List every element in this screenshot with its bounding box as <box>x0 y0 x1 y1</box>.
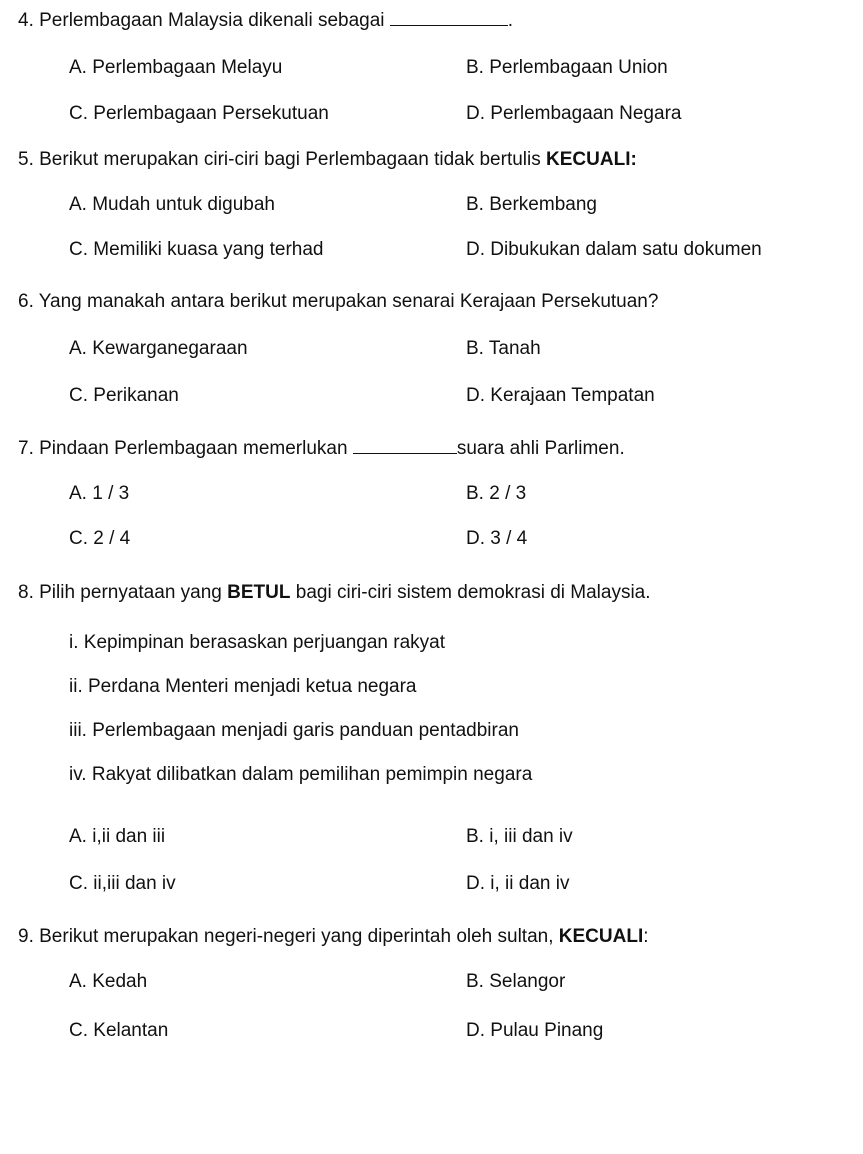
q7-option-c[interactable]: C. 2 / 4 <box>69 528 131 549</box>
q7-option-b[interactable]: B. 2 / 3 <box>466 483 527 504</box>
q4-option-a[interactable]: A. Perlembagaan Melayu <box>69 57 283 78</box>
question-9-suffix: : <box>643 926 649 947</box>
q6-option-d[interactable]: D. Kerajaan Tempatan <box>466 385 655 406</box>
q5-option-c[interactable]: C. Memiliki kuasa yang terhad <box>69 239 324 260</box>
question-9-text: 9. Berikut merupakan negeri-negeri yang diperintah oleh sultan, <box>18 926 554 947</box>
q9-option-c[interactable]: C. Kelantan <box>69 1020 169 1041</box>
q8-statement-iv: iv. Rakyat dilibatkan dalam pemilihan pemimpin negara <box>69 764 533 785</box>
q9-option-a[interactable]: A. Kedah <box>69 971 148 992</box>
question-9 <box>18 925 649 949</box>
q5-option-a[interactable]: A. Mudah untuk digubah <box>69 194 275 215</box>
q8-option-a[interactable]: A. i,ii dan iii <box>69 826 166 847</box>
q7-option-a[interactable]: A. 1 / 3 <box>69 483 130 504</box>
q8-statement-ii: ii. Perdana Menteri menjadi ketua negara <box>69 676 417 697</box>
question-9-emphasis: KECUALI <box>558 926 644 947</box>
question-8 <box>18 581 651 605</box>
question-6-text: 6. Yang manakah antara berikut merupakan senarai Kerajaan Persekutuan? <box>18 291 659 312</box>
q5-option-b[interactable]: B. Berkembang <box>466 194 597 215</box>
q6-option-b[interactable]: B. Tanah <box>466 338 541 359</box>
question-7 <box>18 437 625 461</box>
q9-option-b[interactable]: B. Selangor <box>466 971 566 992</box>
q8-statement-iii: iii. Perlembagaan menjadi garis panduan pentadbiran <box>69 720 519 741</box>
question-7-blank <box>353 437 457 454</box>
question-7-text: 7. Pindaan Perlembagaan memerlukan <box>18 438 348 459</box>
q4-option-b[interactable]: B. Perlembagaan Union <box>466 57 668 78</box>
q5-option-d[interactable]: D. Dibukukan dalam satu dokumen <box>466 239 762 260</box>
q8-option-d[interactable]: D. i, ii dan iv <box>466 873 570 894</box>
question-5-text: 5. Berikut merupakan ciri-ciri bagi Perlembagaan tidak bertulis <box>18 149 541 170</box>
question-8-text: 8. Pilih pernyataan yang <box>18 582 222 603</box>
q4-option-d[interactable]: D. Perlembagaan Negara <box>466 103 682 124</box>
question-7-suffix: suara ahli Parlimen. <box>456 438 625 459</box>
q6-option-a[interactable]: A. Kewarganegaraan <box>69 338 248 359</box>
q8-option-c[interactable]: C. ii,iii dan iv <box>69 873 176 894</box>
q4-option-c[interactable]: C. Perlembagaan Persekutuan <box>69 103 329 124</box>
question-4-blank <box>390 9 508 26</box>
question-5 <box>18 148 637 172</box>
question-4-text: 4. Perlembagaan Malaysia dikenali sebagai <box>18 10 385 31</box>
question-4 <box>18 9 513 33</box>
q8-option-b[interactable]: B. i, iii dan iv <box>466 826 573 847</box>
question-8-suffix: bagi ciri-ciri sistem demokrasi di Malaysia. <box>295 582 651 603</box>
q9-option-d[interactable]: D. Pulau Pinang <box>466 1020 604 1041</box>
q8-statement-i: i. Kepimpinan berasaskan perjuangan rakyat <box>69 632 446 653</box>
question-5-emphasis: KECUALI: <box>546 149 637 170</box>
q7-option-d[interactable]: D. 3 / 4 <box>466 528 528 549</box>
question-8-emphasis: BETUL <box>227 582 291 603</box>
question-4-suffix: . <box>507 10 514 31</box>
q6-option-c[interactable]: C. Perikanan <box>69 385 179 406</box>
